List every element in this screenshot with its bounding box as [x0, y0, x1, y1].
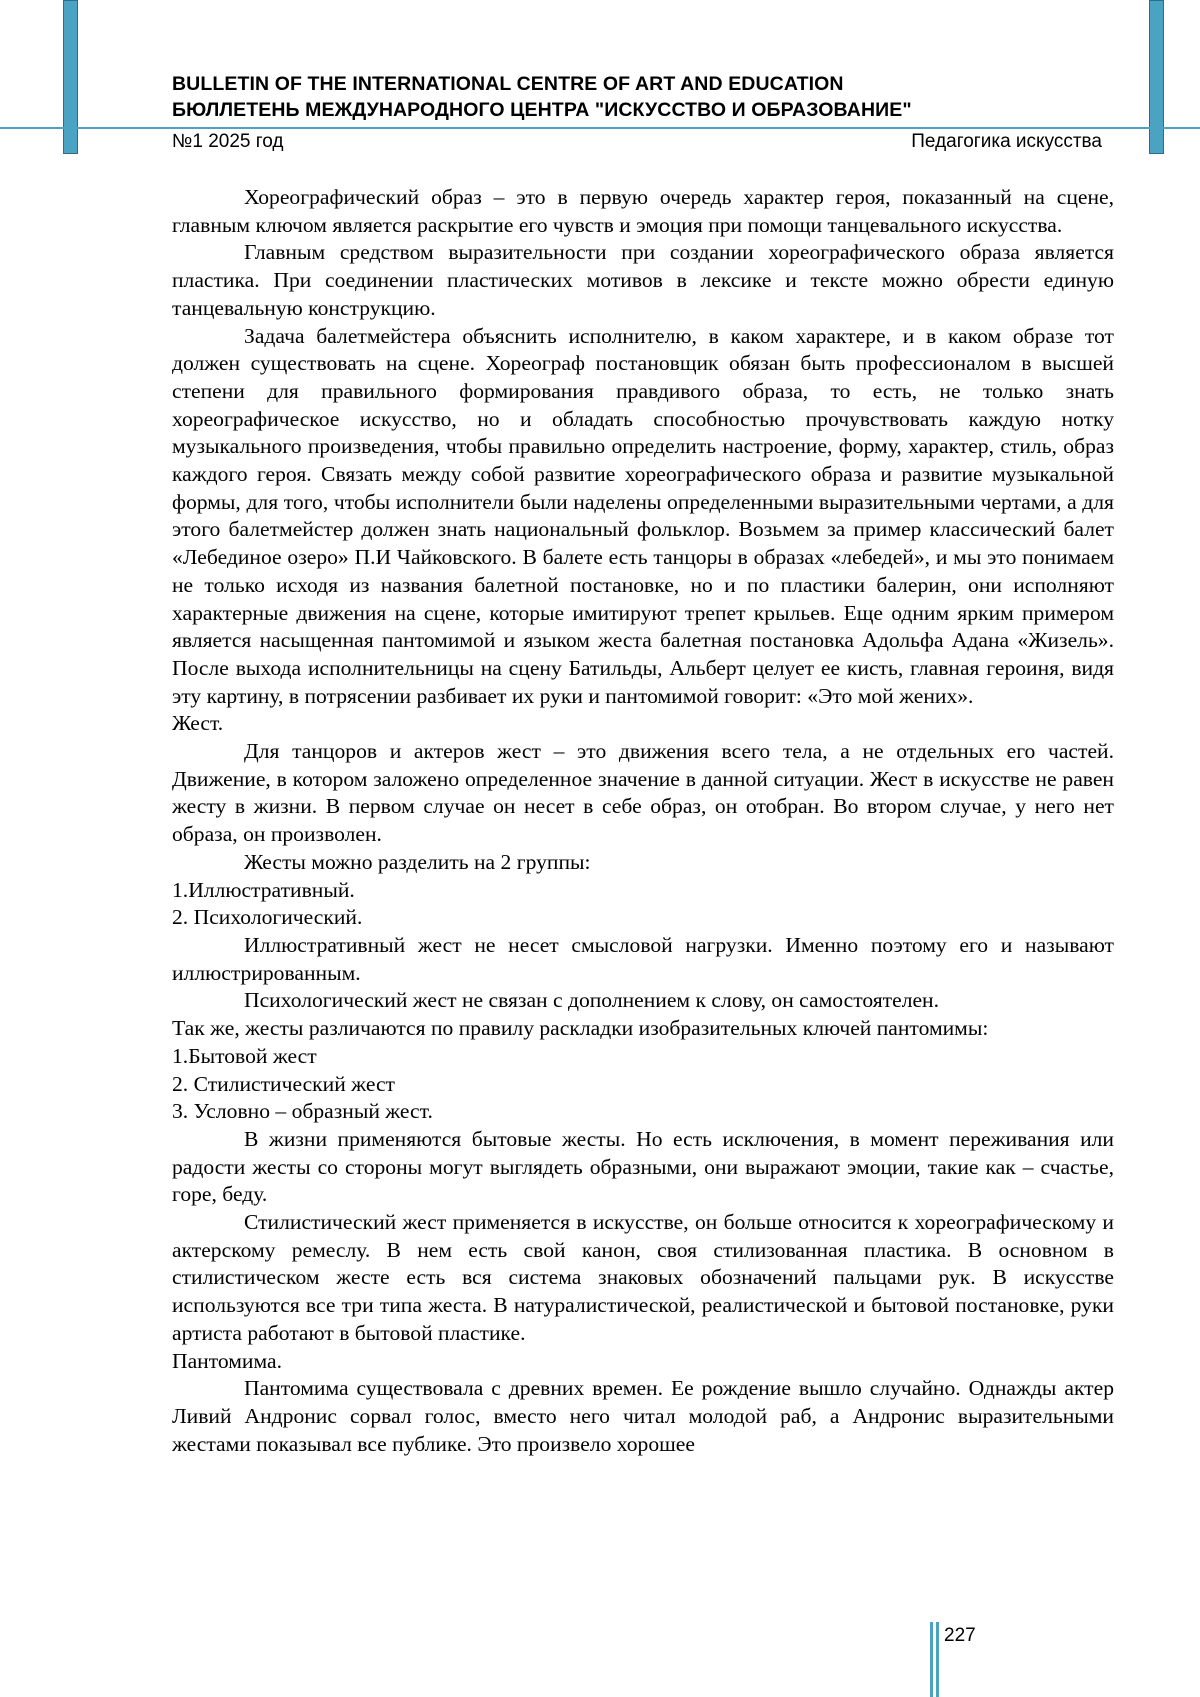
journal-title-en: BULLETIN OF THE INTERNATIONAL CENTRE OF ART AND EDUCATION — [172, 73, 844, 95]
paragraph: Психологический жест не связан с дополнением к слову, он самостоятелен. — [244, 988, 940, 1013]
paragraph: Хореографический образ – это в первую очередь характер героя, показанный на сцене, главным ключом является раскрытие его чувств и эмоция при помощи танцевального искусства. — [172, 185, 1114, 237]
list-item: 2. Психологический. — [172, 905, 363, 930]
paragraph: Стилистический жест применяется в искусстве, он больше относится к хореографическому и актерскому ремеслу. В нем есть свой канон, своя стилизованная пластика. В основном в стилистическом жесте есть вся система знаковых обозначений пальцами рук. В искусстве используются все три типа жеста. В натуралистической, реалистической и бытовой постановке, руки артиста работают в бытовой пластике. — [172, 1210, 1114, 1345]
list-item: 2. Стилистический жест — [172, 1071, 395, 1096]
paragraph: Жесты можно разделить на 2 группы: — [244, 849, 591, 874]
paragraph: Так же, жесты различаются по правилу раскладки изобразительных ключей пантомимы: — [172, 1016, 989, 1041]
section-label: Педагогика искусства — [911, 131, 1102, 152]
paragraph: Пантомима существовала с древних времен. Ее рождение вышло случайно. Однажды актер Ливий Андронис сорвал голос, вместо него читал молодой раб, а Андронис выразительными жестами показывал все публике. Это произвело хорошее — [172, 1376, 1114, 1456]
page-number: 227 — [944, 1625, 976, 1646]
list-item: 1.Бытовой жест — [172, 1043, 317, 1068]
paragraph: Иллюстративный жест не несет смысловой нагрузки. Именно поэтому его и называют иллюстрированным. — [172, 932, 1114, 985]
paragraph: Главным средством выразительности при создании хореографического образа является пластика. При соединении пластических мотивов в лексике и тексте можно обрести единую танцевальную конструкцию. — [172, 240, 1114, 320]
header-rule — [0, 127, 1200, 129]
header-left-accent-bar — [63, 0, 78, 154]
paragraph: В жизни применяются бытовые жесты. Но есть исключения, в момент переживания или радости жесты со стороны могут выглядеть образными, они выражают эмоции, такие как – счастье, горе, беду. — [172, 1126, 1114, 1207]
section-heading: Пантомима. — [172, 1348, 282, 1373]
paragraph: Для танцоров и актеров жест – это движения всего тела, а не отдельных его частей. Движение, в котором заложено определенное значение в данной ситуации. Жест в искусстве не равен жесту в жизни. В первом случае он несет в себе образ, он отобран. Во втором случае, у него нет образа, он произволен. — [172, 739, 1114, 847]
list-item: 3. Условно – образный жест. — [172, 1099, 433, 1124]
article-body — [172, 184, 1114, 1458]
list-item: 1.Иллюстративный. — [172, 877, 355, 902]
header-right-accent-bar — [1149, 0, 1164, 154]
section-heading: Жест. — [172, 711, 224, 736]
journal-title-ru: БЮЛЛЕТЕНЬ МЕЖДУНАРОДНОГО ЦЕНТРА "ИСКУССТВО И ОБРАЗОВАНИЕ" — [172, 99, 912, 121]
paragraph: Задача балетмейстера объяснить исполнителю, в каком характере, и в каком образе тот должен существовать на сцене. Хореограф постановщик обязан быть профессионалом в высшей степени для правильного формирования правдивого образа, то есть, не только знать хореографическое искусство, но и обладать способностью прочувствовать каждую нотку музыкального произведения, чтобы правильно определить настроение, форму, характер, стиль, образ каждого героя. Связать между собой развитие хореографического образа и развитие музыкальной формы, для того, чтобы исполнители были наделены определенными выразительными чертами, а для этого балетмейстер должен знать национальный фольклор. Возьмем за пример классический балет «Лебединое озеро» П.И Чайковского. В балете есть танцоры в образах «лебедей», и мы это понимаем не только исходя из названия балетной постановке, но и по пластики балерин, они исполняют характерные движения на сцене, которые имитируют трепет крыльев. Еще одним ярким примером является насыщенная пантомимой и языком жеста балетная постановка Адольфа Адана «Жизель». После выхода исполнительницы на сцену Батильды, Альберт целует ее кисть, главная героиня, видя эту картину, в потрясении разбивает их руки и пантомимой говорит: «Это мой жених». — [172, 323, 1114, 708]
issue-label: №1 2025 год — [172, 131, 284, 152]
footer-accent-bar — [930, 1622, 933, 1697]
footer-accent-bar — [936, 1622, 939, 1697]
